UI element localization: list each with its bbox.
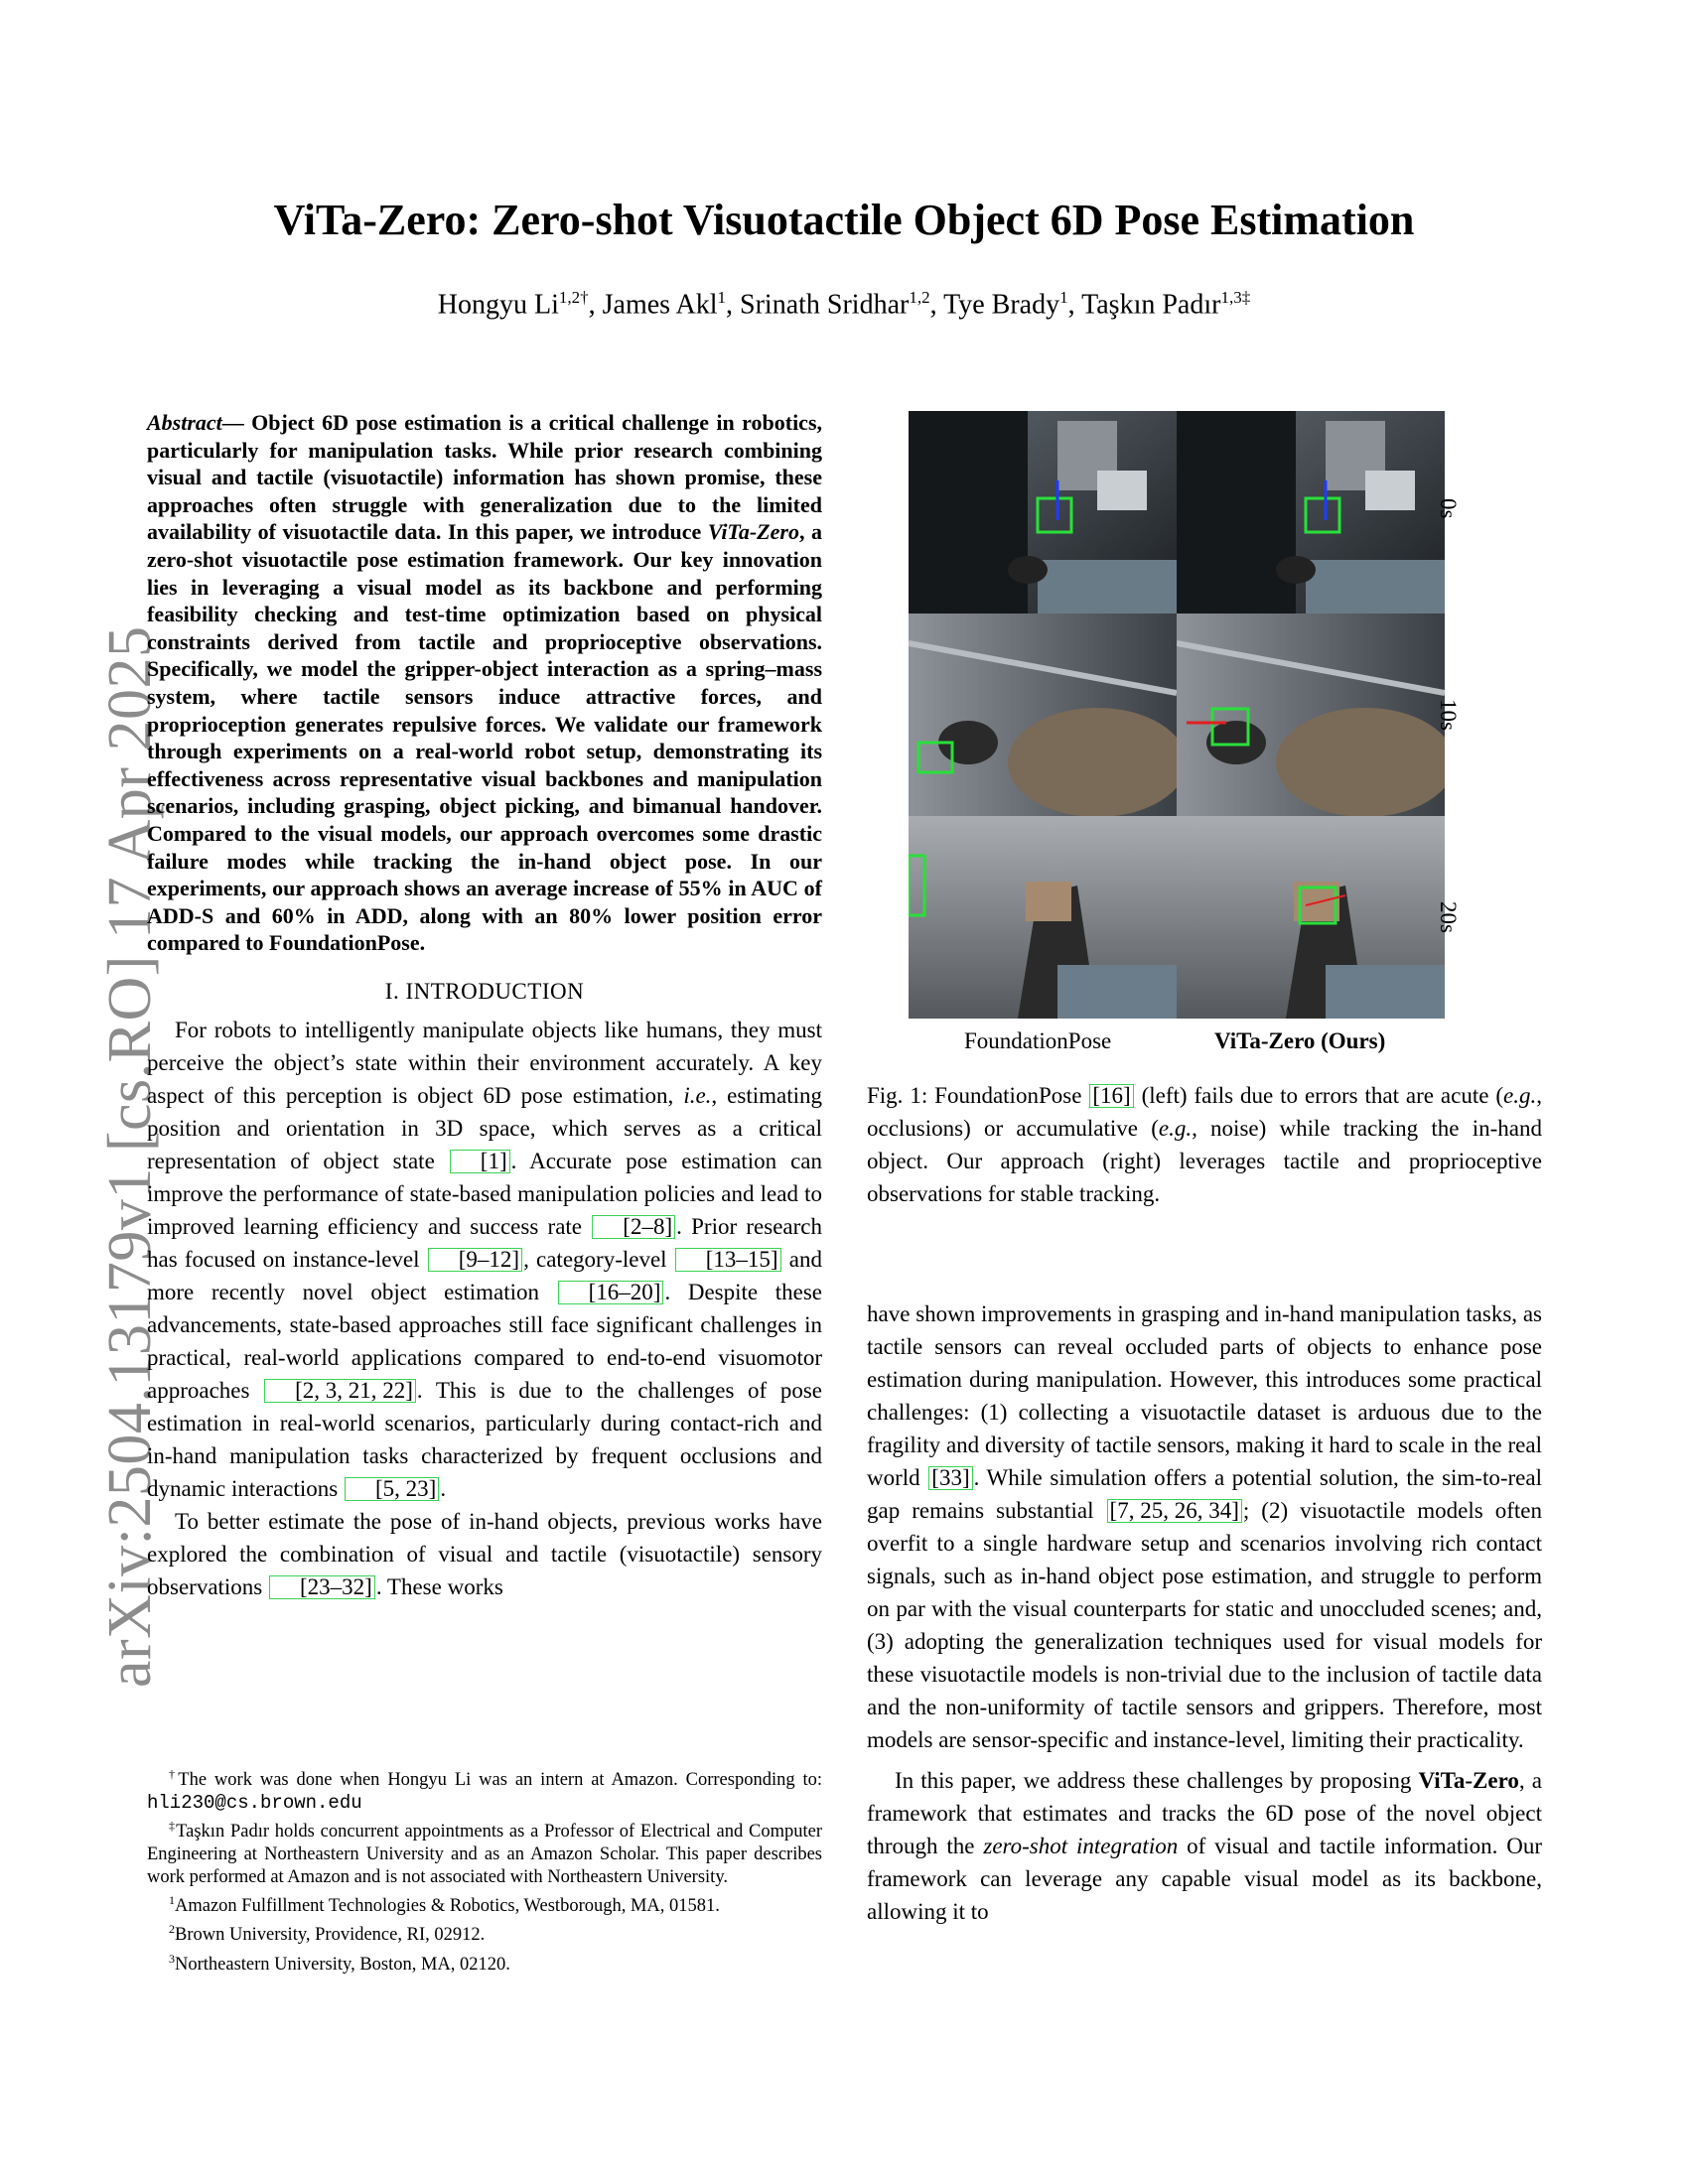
citation-link[interactable]: [2, 3, 21, 22] xyxy=(264,1379,416,1403)
frame-vitazero-10s xyxy=(1177,614,1445,816)
citation-link[interactable]: [5, 23] xyxy=(345,1477,439,1501)
left-column xyxy=(147,409,822,1603)
figure-column-label-right: ViTa-Zero (Ours) xyxy=(1214,1028,1386,1053)
arxiv-stamp: arXiv:2504.13179v1 [cs.RO] 17 Apr 2025 xyxy=(96,625,164,1688)
time-label-20s: 20s xyxy=(1436,901,1461,933)
footnote: †The work was done when Hongyu Li was an intern at Amazon. Corresponding to: hli230@cs.brown.edu xyxy=(147,1767,823,1815)
author-affiliation: 1,3‡ xyxy=(1220,288,1251,307)
abstract-text-cont: , a zero-shot visuotactile pose estimation framework. Our key innovation lies in leveraging a visual model as its backbone and performing feasibility checking and test-time optimization based on physical constraints derived from tactile and proprioceptive observations. Specifically, we model the gripper-object interaction as a spring–mass system, where tactile sensors induce attractive forces, and proprioception generates repulsive forces. We validate our framework through experiments on a real-world robot setup, demonstrating its effectiveness across representative visual backbones and manipulation scenarios, including grasping, object picking, and bimanual handover. Compared to the visual models, our approach overcomes some drastic failure modes while tracking the in-hand object pose. In our experiments, our approach shows an average increase of 55% in AUC of ADD-S and 60% in ADD, along with an 80% lower position error compared to FoundationPose. xyxy=(147,519,822,956)
author-affiliation: 1,2 xyxy=(909,288,930,307)
author-name: Hongyu Li xyxy=(437,289,559,321)
footnote: $^3$Northeastern University, Boston, MA, 02120. xyxy=(169,1951,510,1975)
citation-link[interactable]: [16] xyxy=(1089,1084,1133,1108)
abstract-method-name: ViTa-Zero xyxy=(707,519,799,545)
author-affiliation: 1 xyxy=(717,288,727,307)
frame-foundationpose-10s xyxy=(909,614,1177,816)
body-paragraph: have shown improvements in grasping and in-hand manipulation tasks, as tactile sensors can reveal occluded parts of objects to enhance pose estimation during manipulation. However, this introduces some practical challenges: (1) collecting a visuotactile dataset is arduous due to the fragility and diversity of tactile sensors, making it hard to scale in the real world [33] . While simulation offers a potential solution, the sim-to-real gap remains substantial [7, 25, 26, 34] ; (2) visuotactile models often overfit to a single hardware setup and scenarios involving rich contact signals, such as in-hand object pose estimation, and struggle to perform on par with the visual counterparts for static and unoccluded scenes; and, (3) adopting the generalization techniques used for visual models for these visuotactile models is non-trivial due to the inclusion of tactile data and the non-uniformity of tactile sensors and grippers. Therefore, most models are sensor-specific and instance-level, limiting their practicality. xyxy=(867,1301,1542,1752)
footnote: ‡Taşkın Padır holds concurrent appointments as a Professor of Electrical and Computer Engineering at Northeastern University and as an Amazon Scholar. This paper describes work performed at Amazon and is not associated with Northeastern University. xyxy=(147,1819,822,1888)
citation-link[interactable]: [7, 25, 26, 34] xyxy=(1107,1499,1242,1523)
paper-title: ViTa-Zero: Zero-shot Visuotactile Object 6D Pose Estimation xyxy=(273,196,1415,244)
figure-image-grid xyxy=(909,411,1461,1053)
citation-link[interactable]: [16–20] xyxy=(558,1281,664,1304)
author-affiliation: 1,2† xyxy=(558,288,589,307)
citation-link[interactable]: [2–8] xyxy=(592,1215,675,1239)
footnote: $^1$Amazon Fulfillment Technologies & Robotics, Westborough, MA, 01581. xyxy=(169,1893,720,1917)
intro-paragraph-1: For robots to intelligently manipulate objects like humans, they must perceive the object’s state within their environment accurately. A key aspect of this perception is object 6D pose estimation, i.e., estimating position and orientation in 3D space, which serves as a critical representation of object state [1] . Accurate pose estimation can improve the performance of state-based manipulation policies and lead to improved learning efficiency and success rate [2–8] . Prior research has focused on instance-level [9–12] , category-level [13–15] and more recently novel object estimation [16–20] . Despite these advancements, state-based approaches still face significant challenges in practical, real-world applications compared to end-to-end visuomotor approaches [2, 3, 21, 22] . This is due to the challenges of pose estimation in real-world scenarios, particularly during contact-rich and in-hand manipulation tasks characterized by frequent occlusions and dynamic interactions [5, 23] . xyxy=(147,1017,823,1501)
citation-link[interactable]: [23–32] xyxy=(269,1575,375,1599)
email-link[interactable]: hli230@cs.brown.edu xyxy=(147,1792,362,1815)
frame-foundationpose-0s xyxy=(909,411,1177,614)
author-affiliation: 1 xyxy=(1059,288,1068,307)
figure-1 xyxy=(909,411,1484,1053)
citation-link[interactable]: [1] xyxy=(450,1150,510,1173)
abstract-label: Abstract xyxy=(147,410,222,435)
frame-vitazero-20s xyxy=(1177,816,1445,1019)
abstract xyxy=(147,409,822,957)
time-label-10s: 10s xyxy=(1436,699,1461,731)
footnotes xyxy=(147,1763,822,1977)
citation-link[interactable]: [33] xyxy=(928,1466,972,1490)
right-column xyxy=(867,1297,1542,1928)
author-list: Hongyu $Li^{1,2\dagger}$, James Akl$^1$, Srinath Sridhar$^{1,2}$, Tye Brady$^1$, Taşkın Padır$^{1,3\ddagger}$ xyxy=(437,288,1251,321)
abstract-dash: — xyxy=(221,410,252,435)
footnote: $^2$Brown University, Providence, RI, 02912. xyxy=(169,1922,486,1946)
citation-link[interactable]: [13–15] xyxy=(675,1248,781,1272)
author-name: Tye Brady xyxy=(943,289,1060,321)
frame-vitazero-0s xyxy=(1177,411,1445,614)
abstract-text: Object 6D pose estimation is a critical challenge in robotics, particularly for manipulation tasks. While prior research combining visual and tactile (visuotactile) information has shown promise, these approaches often struggle with generalization due to the limited availability of visuotactile data. In this paper, we introduce xyxy=(147,410,823,545)
author-name: James Akl xyxy=(602,289,718,321)
frame-foundationpose-20s xyxy=(909,816,1177,1019)
author-name: Taşkın Padır xyxy=(1081,289,1221,321)
figure-caption: Fig. 1: FoundationPose [16] (left) fails due to errors that are acute (e.g., occlusions) or accumulative (e.g., noise) while tracking the in-hand object. Our approach (right) leverages tactile and proprioceptive observations for stable tracking. xyxy=(867,1083,1542,1206)
figure-column-label-left: FoundationPose xyxy=(964,1028,1112,1053)
body-paragraph: In this paper, we address these challenges by proposing ViTa-Zero, a framework that estimates and tracks the 6D pose of the novel object through the zero-shot integration of visual and tactile information. Our framework can leverage any capable visual model as its backbone, allowing it to xyxy=(867,1768,1542,1924)
time-label-0s: 0s xyxy=(1436,498,1461,519)
citation-link[interactable]: [9–12] xyxy=(428,1248,522,1272)
section-heading-introduction: I. INTRODUCTION xyxy=(384,978,585,1004)
intro-paragraph-2: To better estimate the pose of in-hand objects, previous works have explored the combination of visual and tactile (visuotactile) sensory observations [23–32] . These works xyxy=(147,1508,822,1599)
author-name: Srinath Sridhar xyxy=(740,289,910,321)
